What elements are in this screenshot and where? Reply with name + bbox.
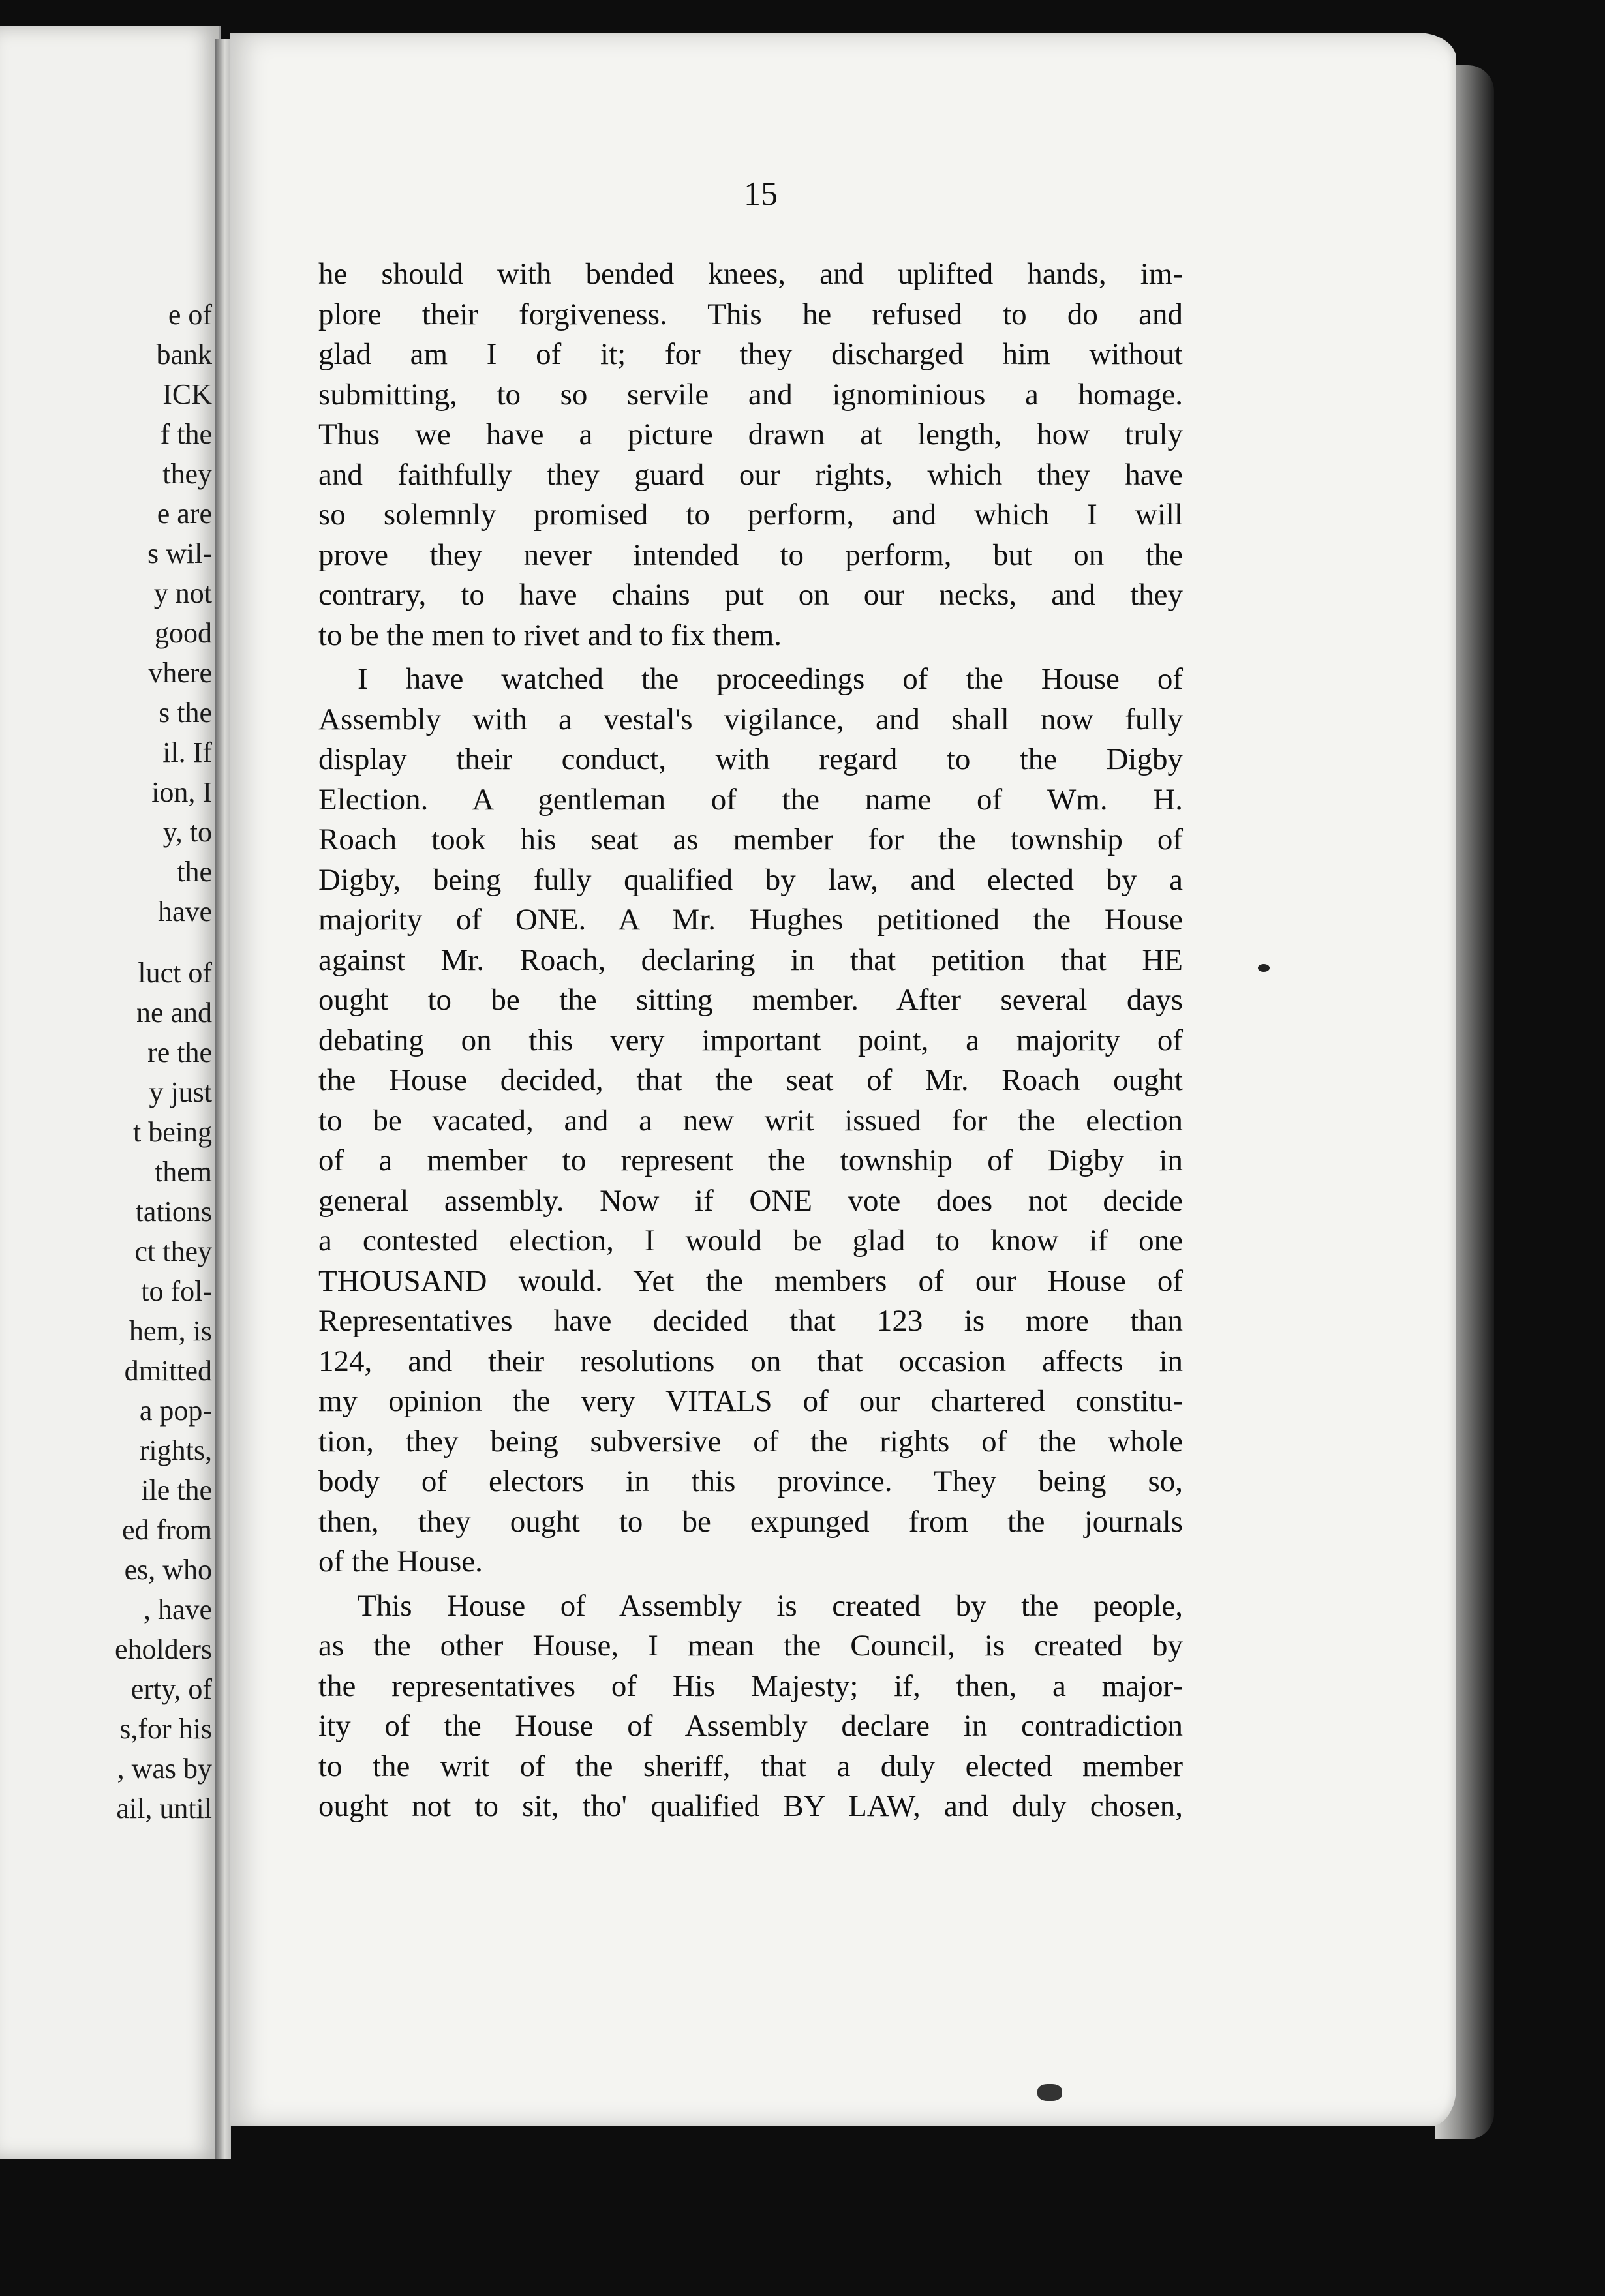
text-line: Roach took his seat as member for the township of xyxy=(318,823,1183,856)
text-line: of a member to represent the township of Digby in xyxy=(318,1143,1183,1177)
text-line: contrary, to have chains put on our necks, and they xyxy=(318,578,1183,612)
text-line: glad am I of it; for they discharged him without xyxy=(318,337,1183,371)
text-line: Representatives have decided that 123 is more than xyxy=(318,1304,1183,1338)
left-line: ed from xyxy=(121,1514,212,1546)
ink-spot xyxy=(1258,964,1270,972)
left-line: erty, of xyxy=(130,1673,212,1705)
text-line: Digby, being fully qualified by law, and elected by a xyxy=(318,862,1183,897)
text-line: as the other House, I mean the Council, is created by xyxy=(318,1629,1183,1663)
left-line: s,for his xyxy=(119,1713,212,1745)
text-line: he should with bended knees, and uplifted hands, im- xyxy=(318,257,1183,291)
page-body-text xyxy=(318,254,1183,1827)
left-line: y, to xyxy=(162,816,212,848)
left-line: y just xyxy=(149,1076,212,1108)
left-line: ion, I xyxy=(151,776,212,808)
left-line: f the xyxy=(160,418,212,450)
left-line: to fol- xyxy=(141,1275,212,1307)
text-line: Thus we have a picture drawn at length, how truly xyxy=(318,417,1183,451)
left-line: es, who xyxy=(124,1554,212,1586)
text-line: then, they ought to be expunged from the journals xyxy=(318,1504,1183,1539)
text-line: submitting, to so servile and ignominious a homage. xyxy=(318,377,1183,412)
left-line: hem, is xyxy=(129,1315,212,1347)
text-line: general assembly. Now if ONE vote does not decide xyxy=(318,1183,1183,1218)
text-line: the representatives of His Majesty; if, then, a major- xyxy=(318,1669,1183,1703)
left-line: e are xyxy=(157,498,212,530)
text-line: 124, and their resolutions on that occasion affects in xyxy=(318,1344,1183,1378)
left-line: , have xyxy=(143,1594,212,1625)
text-line: to the writ of the sheriff, that a duly elected member xyxy=(318,1749,1183,1783)
left-line: them xyxy=(155,1156,212,1188)
text-line: prove they never intended to perform, but on the xyxy=(318,537,1183,572)
left-line: ct they xyxy=(134,1235,212,1267)
left-page-text xyxy=(0,295,212,1828)
text-line: a contested election, I would be glad to know if one xyxy=(318,1224,1183,1258)
text-line: ity of the House of Assembly declare in contradiction xyxy=(318,1709,1183,1743)
left-line: vhere xyxy=(148,657,212,689)
left-line: eholders xyxy=(114,1633,212,1665)
text-line: display their conduct, with regard to the Digby xyxy=(318,742,1183,776)
left-line: ne and xyxy=(136,997,212,1029)
left-line: e of xyxy=(168,299,212,331)
text-line: I have watched the proceedings of the House of xyxy=(358,662,1183,696)
left-line: il. If xyxy=(162,736,212,768)
text-line: of the House. xyxy=(318,1545,483,1578)
text-line: my opinion the very VITALS of our chartered constitu- xyxy=(318,1384,1183,1418)
text-line: ought to be the sitting member. After several days xyxy=(318,983,1183,1017)
text-line: the House decided, that the seat of Mr. Roach ought xyxy=(318,1063,1183,1097)
text-line: Assembly with a vestal's vigilance, and shall now fully xyxy=(318,702,1183,736)
page-number: 15 xyxy=(744,175,778,213)
left-line: rights, xyxy=(139,1434,212,1466)
left-line: good xyxy=(155,617,212,649)
text-line: to be vacated, and a new writ issued for the election xyxy=(318,1103,1183,1138)
ink-smudge xyxy=(1037,2084,1062,2101)
text-line: tion, they being subversive of the rights of the whole xyxy=(318,1424,1183,1458)
left-line: , was by xyxy=(117,1753,212,1785)
text-line: Election. A gentleman of the name of Wm. H. xyxy=(318,782,1183,817)
left-line: dmitted xyxy=(124,1355,212,1387)
text-line: majority of ONE. A Mr. Hughes petitioned the House xyxy=(318,903,1183,937)
left-line: ail, until xyxy=(116,1792,212,1824)
book-gutter xyxy=(215,39,231,2159)
left-line: have xyxy=(157,896,212,928)
left-line: s wil- xyxy=(147,537,212,569)
left-line: a pop- xyxy=(139,1395,212,1427)
left-line: y not xyxy=(153,577,212,609)
left-line: ile the xyxy=(141,1474,212,1506)
left-page-fragment xyxy=(0,26,221,2159)
text-line: against Mr. Roach, declaring in that petition that HE xyxy=(318,943,1183,977)
text-line: to be the men to rivet and to fix them. xyxy=(318,618,782,652)
text-line: body of electors in this province. They being so, xyxy=(318,1464,1183,1498)
text-line: ought not to sit, tho' qualified BY LAW, and duly chosen, xyxy=(318,1789,1183,1823)
left-line: they xyxy=(162,458,212,490)
left-line: s the xyxy=(159,697,212,729)
left-line: tations xyxy=(135,1196,212,1228)
text-line: and faithfully they guard our rights, which they have xyxy=(318,457,1183,492)
left-line: ICK xyxy=(162,378,212,410)
left-line: luct of xyxy=(138,957,212,989)
text-line: THOUSAND would. Yet the members of our House of xyxy=(318,1263,1183,1298)
left-line: the xyxy=(177,856,212,888)
left-line: bank xyxy=(156,339,212,370)
text-line: This House of Assembly is created by the people, xyxy=(358,1588,1183,1623)
left-line: t being xyxy=(133,1116,212,1148)
text-line: plore their forgiveness. This he refused to do and xyxy=(318,297,1183,331)
text-line: debating on this very important point, a majority of xyxy=(318,1023,1183,1057)
left-line: re the xyxy=(147,1036,212,1068)
text-line: so solemnly promised to perform, and which I will xyxy=(318,498,1183,532)
